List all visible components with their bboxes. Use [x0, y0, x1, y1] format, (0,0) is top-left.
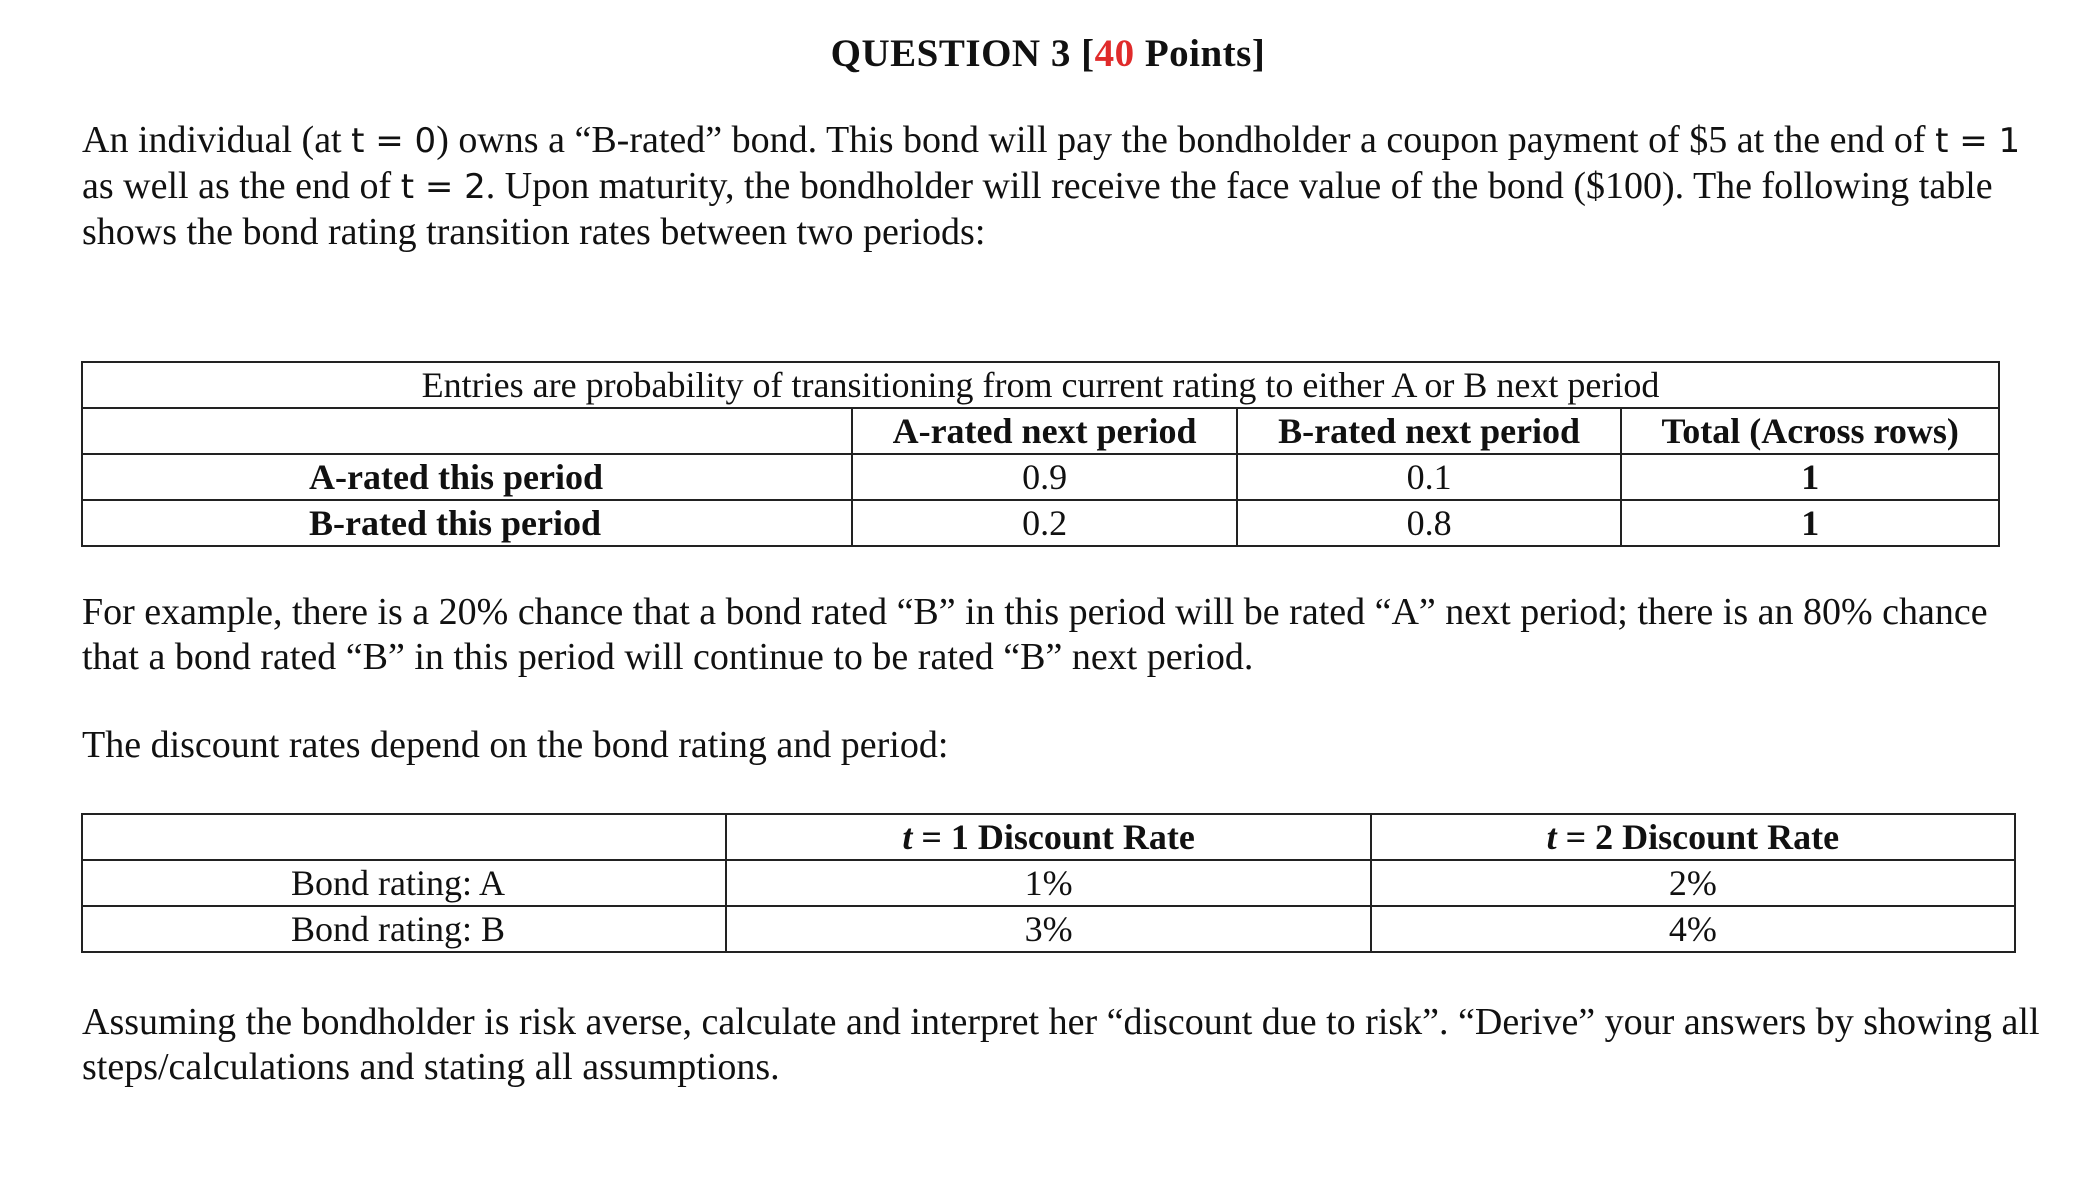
table-row	[82, 454, 1999, 500]
intro-text-1: An individual (at	[82, 119, 352, 161]
table-row	[82, 500, 1999, 546]
discount-table	[81, 813, 2016, 953]
cell-b-total: 1	[1621, 500, 1999, 546]
rating-b-t2: 4%	[1371, 906, 2015, 952]
transition-caption: Entries are probability of transitioning from current rating to either A or B next period	[82, 362, 1999, 408]
cell-b-b: 0.8	[1237, 500, 1622, 546]
math-t0: t = 0	[351, 121, 437, 161]
rating-a-label: Bond rating: A	[82, 860, 726, 906]
header-t2-text: = 2 Discount Rate	[1556, 817, 1840, 857]
header-empty	[82, 408, 852, 454]
rating-a-t1: 1%	[726, 860, 1370, 906]
header-a-next: A-rated next period	[852, 408, 1237, 454]
table-row	[82, 906, 2015, 952]
intro-text-3: as well as the end of	[82, 165, 401, 207]
transition-table	[81, 361, 2000, 547]
rating-b-t1: 3%	[726, 906, 1370, 952]
intro-text-2: ) owns a “B-rated” bond. This bond will pay the bondholder a coupon payment of $5 at the end of	[436, 119, 1936, 161]
question-title	[0, 30, 2096, 78]
title-points: 40	[1094, 32, 1135, 75]
row-label-a: A-rated this period	[82, 454, 852, 500]
title-suffix: Points]	[1134, 32, 1266, 75]
header-t1-rate	[726, 814, 1370, 860]
header-t2-rate	[1371, 814, 2015, 860]
discount-intro: The discount rates depend on the bond rating and period:	[82, 724, 949, 766]
table-row	[82, 860, 2015, 906]
row-label-b: B-rated this period	[82, 500, 852, 546]
discount-header-empty	[82, 814, 726, 860]
header-t1-text: = 1 Discount Rate	[912, 817, 1195, 857]
cell-a-a: 0.9	[852, 454, 1237, 500]
intro-text-4: . Upon maturity, the bondholder will receive the face value of the bond ($100). The following table shows the bond rating transition rates between two periods:	[82, 165, 1993, 253]
math-t1: t = 1	[1935, 121, 2021, 161]
header-t1-var: t	[902, 817, 913, 857]
title-prefix: QUESTION 3 [	[830, 32, 1095, 75]
cell-b-a: 0.2	[852, 500, 1237, 546]
header-b-next: B-rated next period	[1237, 408, 1622, 454]
cell-a-b: 0.1	[1237, 454, 1622, 500]
rating-b-label: Bond rating: B	[82, 906, 726, 952]
rating-a-t2: 2%	[1371, 860, 2015, 906]
header-total: Total (Across rows)	[1621, 408, 1999, 454]
intro-paragraph	[82, 118, 2042, 255]
math-t2: t = 2	[400, 167, 486, 207]
closing-paragraph: Assuming the bondholder is risk averse, calculate and interpret her “discount due to risk”. “Derive” your answers by showing all steps/calculations and stating all assumptions.	[82, 1001, 2040, 1088]
cell-a-total: 1	[1621, 454, 1999, 500]
header-t2-var: t	[1546, 817, 1557, 857]
example-paragraph: For example, there is a 20% chance that a bond rated “B” in this period will be rated “A” next period; there is an 80% chance that a bond rated “B” in this period will continue to be rated “B” next period.	[82, 591, 1988, 678]
